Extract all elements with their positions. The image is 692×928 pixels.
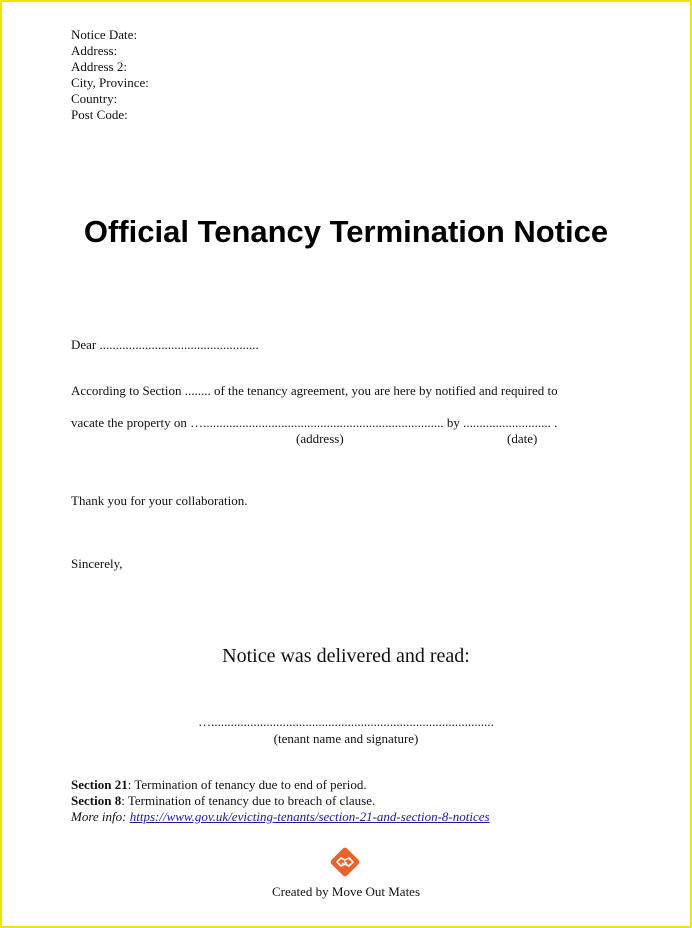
address-block	[71, 27, 149, 123]
thanks-line: Thank you for your collaboration.	[71, 493, 248, 508]
delivery-heading: Notice was delivered and read:	[222, 645, 470, 667]
section21-text: : Termination of tenancy due to end of period.	[127, 777, 367, 792]
more-info-note	[71, 809, 490, 825]
section8-text: : Termination of tenancy due to breach of clause.	[121, 793, 376, 808]
section21-note	[71, 777, 367, 793]
more-info-label: More info:	[71, 809, 130, 824]
section8-label: Section 8	[71, 793, 122, 808]
date-caption: (date)	[507, 431, 538, 446]
address-caption: (address)	[296, 431, 344, 446]
city-province-label: City, Province:	[71, 75, 149, 90]
address-label: Address:	[71, 43, 118, 58]
signature-caption: (tenant name and signature)	[273, 731, 419, 746]
post-code-label: Post Code:	[71, 107, 128, 122]
closing-line: Sincerely,	[71, 556, 123, 571]
signature-line: ….......................................................................................	[198, 714, 494, 729]
section21-label: Section 21	[71, 777, 128, 792]
more-info-link[interactable]: https://www.gov.uk/evicting-tenants/section-21-and-section-8-notices	[129, 809, 490, 824]
notice-paragraph-line1: According to Section ........ of the tenancy agreement, you are here by notified and required to	[71, 383, 558, 398]
document-title: Official Tenancy Termination Notice	[83, 214, 609, 249]
section8-note	[71, 793, 375, 809]
salutation: Dear .................................................	[71, 337, 259, 352]
created-by: Created by Move Out Mates	[271, 884, 421, 899]
handshake-icon	[327, 844, 363, 880]
country-label: Country:	[71, 91, 118, 106]
notice-date-label: Notice Date:	[71, 27, 138, 42]
notice-paragraph-line2: vacate the property on ….......................................................................... by ........................... .	[71, 415, 558, 430]
address2-label: Address 2:	[71, 59, 127, 74]
